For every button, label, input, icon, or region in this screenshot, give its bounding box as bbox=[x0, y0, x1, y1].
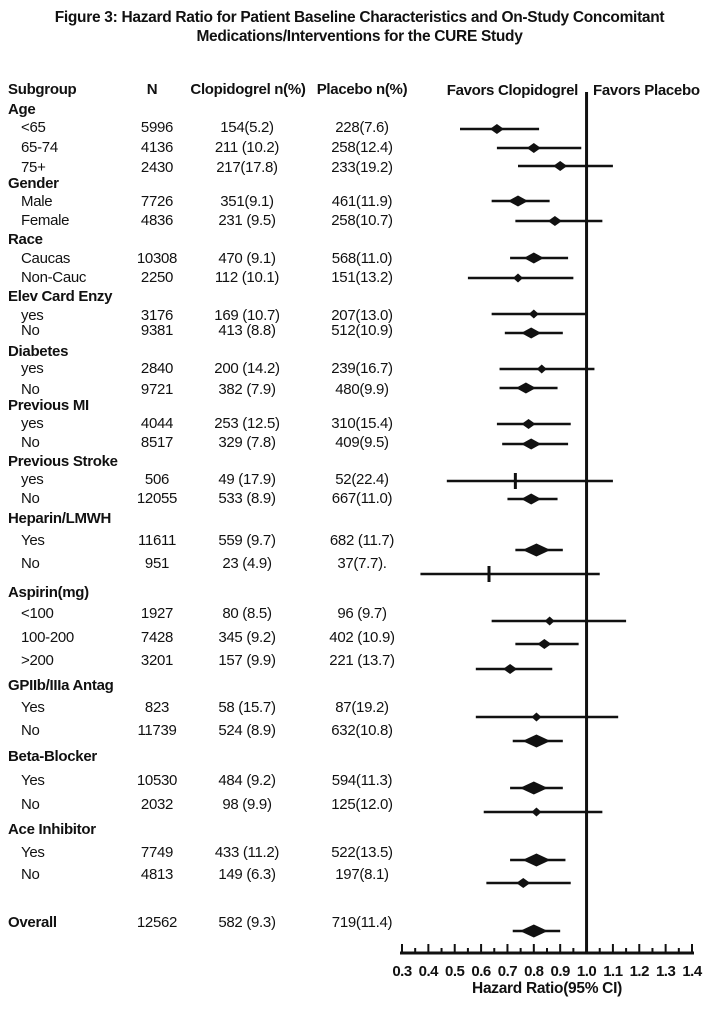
forest-row--100 bbox=[492, 617, 626, 626]
x-axis-label: Hazard Ratio(95% CI) bbox=[472, 980, 622, 997]
col-header-n: N bbox=[146, 81, 158, 98]
point-estimate-diamond bbox=[521, 494, 541, 505]
subgroup-item-label: yes bbox=[21, 471, 44, 488]
n-value: 9381 bbox=[140, 322, 174, 339]
placebo-value: 239(16.7) bbox=[331, 360, 393, 377]
clopidogrel-value: 345 (9.2) bbox=[218, 629, 276, 646]
subgroup-item-label: 100-200 bbox=[21, 629, 74, 646]
x-tick-label: 0.9 bbox=[550, 963, 570, 980]
clopidogrel-value: 470 (9.1) bbox=[218, 250, 276, 267]
clopidogrel-value: 98 (9.9) bbox=[222, 796, 272, 813]
clopidogrel-value: 200 (14.2) bbox=[214, 360, 280, 377]
clopidogrel-value: 351(9.1) bbox=[220, 193, 274, 210]
n-value: 7428 bbox=[140, 629, 174, 646]
subgroup-category-label: Age bbox=[8, 101, 36, 118]
forest-row-yes bbox=[492, 310, 587, 319]
subgroup-item-label: 65-74 bbox=[21, 139, 58, 156]
clopidogrel-value: 484 (9.2) bbox=[218, 772, 276, 789]
subgroup-item-label: <100 bbox=[21, 605, 54, 622]
x-tick-label: 0.5 bbox=[445, 963, 465, 980]
clopidogrel-value: 149 (6.3) bbox=[218, 866, 276, 883]
forest-row-100-200 bbox=[515, 639, 578, 649]
clopidogrel-value: 253 (12.5) bbox=[214, 415, 280, 432]
placebo-value: 682 (11.7) bbox=[329, 532, 395, 549]
point-estimate-diamond bbox=[521, 328, 541, 339]
clopidogrel-value: 112 (10.1) bbox=[214, 269, 280, 286]
subgroup-category-label: Elev Card Enzy bbox=[8, 288, 113, 305]
placebo-value: 568(11.0) bbox=[331, 250, 393, 267]
figure-title bbox=[0, 8, 719, 46]
placebo-value: 37(7.7). bbox=[337, 555, 387, 572]
subgroup-item-label: 75+ bbox=[21, 159, 46, 176]
x-tick-label: 1.3 bbox=[655, 963, 676, 980]
point-estimate-diamond bbox=[531, 808, 541, 817]
subgroup-item-label: Yes bbox=[21, 532, 45, 549]
forest-row--65 bbox=[460, 124, 539, 134]
placebo-value: 310(15.4) bbox=[331, 415, 393, 432]
subgroup-item-label: No bbox=[21, 381, 40, 398]
placebo-value: 512(10.9) bbox=[331, 322, 393, 339]
x-tick-label: 1.2 bbox=[629, 963, 649, 980]
placebo-value: 258(10.7) bbox=[331, 212, 393, 229]
x-tick-label: 0.6 bbox=[471, 963, 491, 980]
subgroup-item-label: Male bbox=[21, 193, 53, 210]
n-value: 1927 bbox=[140, 605, 174, 622]
subgroup-item-label: No bbox=[21, 866, 40, 883]
n-value: 951 bbox=[144, 555, 170, 572]
subgroup-item-label: yes bbox=[21, 360, 44, 377]
placebo-value: 87(19.2) bbox=[335, 699, 389, 716]
subgroup-item-label: <65 bbox=[21, 119, 46, 136]
clopidogrel-value: 211 (10.2) bbox=[214, 139, 280, 156]
forest-row-yes bbox=[515, 544, 562, 557]
forest-row-no bbox=[420, 566, 599, 582]
point-estimate-diamond bbox=[522, 544, 550, 557]
forest-row-no bbox=[505, 328, 563, 339]
placebo-value: 207(13.0) bbox=[331, 307, 393, 324]
placebo-value: 151(13.2) bbox=[331, 269, 393, 286]
subgroup-item-label: No bbox=[21, 490, 40, 507]
forest-row-female bbox=[515, 216, 602, 226]
n-value: 12562 bbox=[136, 914, 178, 931]
placebo-value: 228(7.6) bbox=[335, 119, 389, 136]
x-tick-label: 0.3 bbox=[392, 963, 412, 980]
placebo-value: 96 (9.7) bbox=[337, 605, 387, 622]
subgroup-item-label: Yes bbox=[21, 844, 45, 861]
clopidogrel-value: 433 (11.2) bbox=[214, 844, 280, 861]
x-tick-label: 1.4 bbox=[682, 963, 702, 980]
favors-placebo-label: Favors Placebo bbox=[593, 82, 700, 99]
point-estimate-diamond bbox=[522, 419, 536, 429]
col-header-clopidogrel: Clopidogrel n(%) bbox=[190, 81, 306, 98]
clopidogrel-value: 533 (8.9) bbox=[218, 490, 276, 507]
subgroup-item-label: yes bbox=[21, 307, 44, 324]
point-estimate-diamond bbox=[537, 639, 551, 649]
subgroup-category-label: Previous Stroke bbox=[8, 453, 118, 470]
forest-row-caucas bbox=[510, 253, 568, 264]
forest-row-male bbox=[492, 196, 550, 207]
subgroup-item-label: No bbox=[21, 434, 40, 451]
subgroup-category-label: Previous MI bbox=[8, 397, 89, 414]
subgroup-category-label: Diabetes bbox=[8, 343, 69, 360]
clopidogrel-value: 23 (4.9) bbox=[222, 555, 272, 572]
forest-row-65-74 bbox=[497, 143, 581, 153]
point-estimate-diamond bbox=[548, 216, 562, 226]
placebo-value: 409(9.5) bbox=[335, 434, 389, 451]
point-estimate-diamond bbox=[545, 617, 555, 626]
placebo-value: 233(19.2) bbox=[331, 159, 393, 176]
point-estimate-tick bbox=[514, 473, 517, 489]
n-value: 3176 bbox=[140, 307, 174, 324]
point-estimate-diamond bbox=[522, 854, 550, 867]
forest-row-75- bbox=[518, 161, 613, 171]
point-estimate-diamond bbox=[553, 161, 567, 171]
n-value: 8517 bbox=[140, 434, 174, 451]
point-estimate-diamond bbox=[527, 143, 541, 153]
placebo-value: 719(11.4) bbox=[331, 914, 393, 931]
placebo-value: 258(12.4) bbox=[331, 139, 393, 156]
n-value: 4836 bbox=[140, 212, 174, 229]
placebo-value: 480(9.9) bbox=[335, 381, 389, 398]
n-value: 2032 bbox=[140, 796, 174, 813]
n-value: 10530 bbox=[136, 772, 178, 789]
x-tick-label: 1.0 bbox=[576, 963, 597, 980]
point-estimate-diamond bbox=[516, 383, 536, 394]
point-estimate-diamond bbox=[537, 365, 547, 374]
point-estimate-diamond bbox=[490, 124, 504, 134]
clopidogrel-value: 382 (7.9) bbox=[218, 381, 276, 398]
subgroup-category-label: GPIIb/IIIa Antag bbox=[8, 677, 114, 694]
placebo-value: 461(11.9) bbox=[331, 193, 393, 210]
subgroup-item-label: No bbox=[21, 722, 40, 739]
subgroup-item-label: Non-Cauc bbox=[21, 269, 87, 286]
forest-row-no bbox=[513, 735, 563, 748]
x-tick-label: 0.7 bbox=[497, 963, 518, 980]
x-tick-label: 1.1 bbox=[603, 963, 623, 980]
n-value: 4813 bbox=[140, 866, 174, 883]
n-value: 4136 bbox=[140, 139, 174, 156]
placebo-value: 125(12.0) bbox=[331, 796, 393, 813]
n-value: 2430 bbox=[140, 159, 174, 176]
forest-row-yes bbox=[500, 365, 595, 374]
clopidogrel-value: 413 (8.8) bbox=[218, 322, 276, 339]
point-estimate-diamond bbox=[522, 735, 550, 748]
subgroup-category-label: Aspirin(mg) bbox=[8, 584, 89, 601]
forest-row-no bbox=[507, 494, 557, 505]
subgroup-category-label: Race bbox=[8, 231, 43, 248]
clopidogrel-value: 231 (9.5) bbox=[218, 212, 276, 229]
point-estimate-diamond bbox=[520, 925, 548, 938]
forest-row-yes bbox=[510, 782, 563, 795]
forest-row-yes bbox=[510, 854, 565, 867]
point-estimate-diamond bbox=[531, 713, 541, 722]
n-value: 11611 bbox=[138, 532, 176, 549]
clopidogrel-value: 169 (10.7) bbox=[214, 307, 280, 324]
forest-row-overall bbox=[513, 925, 560, 938]
point-estimate-diamond bbox=[520, 782, 548, 795]
subgroup-item-label: yes bbox=[21, 415, 44, 432]
figure-title-line2: Medications/Interventions for the CURE Study bbox=[196, 28, 523, 45]
subgroup-item-label: No bbox=[21, 322, 40, 339]
n-value: 7749 bbox=[140, 844, 174, 861]
subgroup-category-label: Gender bbox=[8, 175, 59, 192]
point-estimate-diamond bbox=[529, 310, 539, 319]
subgroup-item-label: No bbox=[21, 796, 40, 813]
subgroup-item-label: >200 bbox=[21, 652, 54, 669]
n-value: 9721 bbox=[140, 381, 174, 398]
clopidogrel-value: 329 (7.8) bbox=[218, 434, 276, 451]
n-value: 12055 bbox=[136, 490, 178, 507]
forest-row-no bbox=[486, 878, 570, 888]
subgroup-item-label: Yes bbox=[21, 772, 45, 789]
subgroup-category-label: Ace Inhibitor bbox=[8, 821, 96, 838]
n-value: 2840 bbox=[140, 360, 174, 377]
placebo-value: 522(13.5) bbox=[331, 844, 393, 861]
point-estimate-diamond bbox=[508, 196, 528, 207]
subgroup-category-label: Beta-Blocker bbox=[8, 748, 97, 765]
subgroup-category-label: Heparin/LMWH bbox=[8, 510, 112, 527]
placebo-value: 594(11.3) bbox=[331, 772, 393, 789]
point-estimate-diamond bbox=[503, 664, 517, 674]
x-tick-label: 0.8 bbox=[524, 963, 544, 980]
clopidogrel-value: 217(17.8) bbox=[216, 159, 278, 176]
clopidogrel-value: 49 (17.9) bbox=[218, 471, 276, 488]
n-value: 7726 bbox=[140, 193, 174, 210]
n-value: 4044 bbox=[140, 415, 174, 432]
col-header-placebo: Placebo n(%) bbox=[316, 81, 408, 98]
subgroup-item-label: No bbox=[21, 555, 40, 572]
n-value: 10308 bbox=[136, 250, 178, 267]
placebo-value: 402 (10.9) bbox=[329, 629, 395, 646]
figure-title-line1: Figure 3: Hazard Ratio for Patient Baseline Characteristics and On-Study Concomitant bbox=[54, 9, 665, 26]
clopidogrel-value: 80 (8.5) bbox=[222, 605, 272, 622]
placebo-value: 52(22.4) bbox=[335, 471, 389, 488]
clopidogrel-value: 559 (9.7) bbox=[218, 532, 276, 549]
placebo-value: 197(8.1) bbox=[335, 866, 389, 883]
clopidogrel-value: 157 (9.9) bbox=[218, 652, 276, 669]
point-estimate-diamond bbox=[516, 878, 530, 888]
placebo-value: 667(11.0) bbox=[331, 490, 393, 507]
placebo-value: 221 (13.7) bbox=[329, 652, 395, 669]
point-estimate-tick bbox=[488, 566, 491, 582]
clopidogrel-value: 58 (15.7) bbox=[218, 699, 276, 716]
forest-row--200 bbox=[476, 664, 552, 674]
forest-row-yes bbox=[497, 419, 571, 429]
forest-row-yes bbox=[476, 713, 618, 722]
point-estimate-diamond bbox=[521, 439, 541, 450]
subgroup-item-label: Caucas bbox=[21, 250, 71, 267]
n-value: 506 bbox=[144, 471, 170, 488]
clopidogrel-value: 582 (9.3) bbox=[218, 914, 276, 931]
clopidogrel-value: 524 (8.9) bbox=[218, 722, 276, 739]
col-header-subgroup: Subgroup bbox=[8, 81, 77, 98]
n-value: 11739 bbox=[137, 722, 177, 739]
subgroup-item-label: Overall bbox=[8, 914, 57, 931]
n-value: 2250 bbox=[140, 269, 174, 286]
point-estimate-diamond bbox=[513, 274, 523, 283]
x-tick-label: 0.4 bbox=[418, 963, 439, 980]
placebo-value: 632(10.8) bbox=[331, 722, 393, 739]
subgroup-item-label: Female bbox=[21, 212, 70, 229]
forest-row-no bbox=[484, 808, 603, 817]
forest-row-no bbox=[500, 383, 558, 394]
n-value: 3201 bbox=[140, 652, 174, 669]
forest-row-non-cauc bbox=[468, 274, 573, 283]
clopidogrel-value: 154(5.2) bbox=[220, 119, 274, 136]
n-value: 5996 bbox=[140, 119, 174, 136]
subgroup-item-label: Yes bbox=[21, 699, 45, 716]
forest-row-yes bbox=[447, 473, 613, 489]
n-value: 823 bbox=[144, 699, 170, 716]
favors-clopidogrel-label: Favors Clopidogrel bbox=[446, 82, 578, 99]
forest-row-no bbox=[502, 439, 568, 450]
point-estimate-diamond bbox=[524, 253, 544, 264]
